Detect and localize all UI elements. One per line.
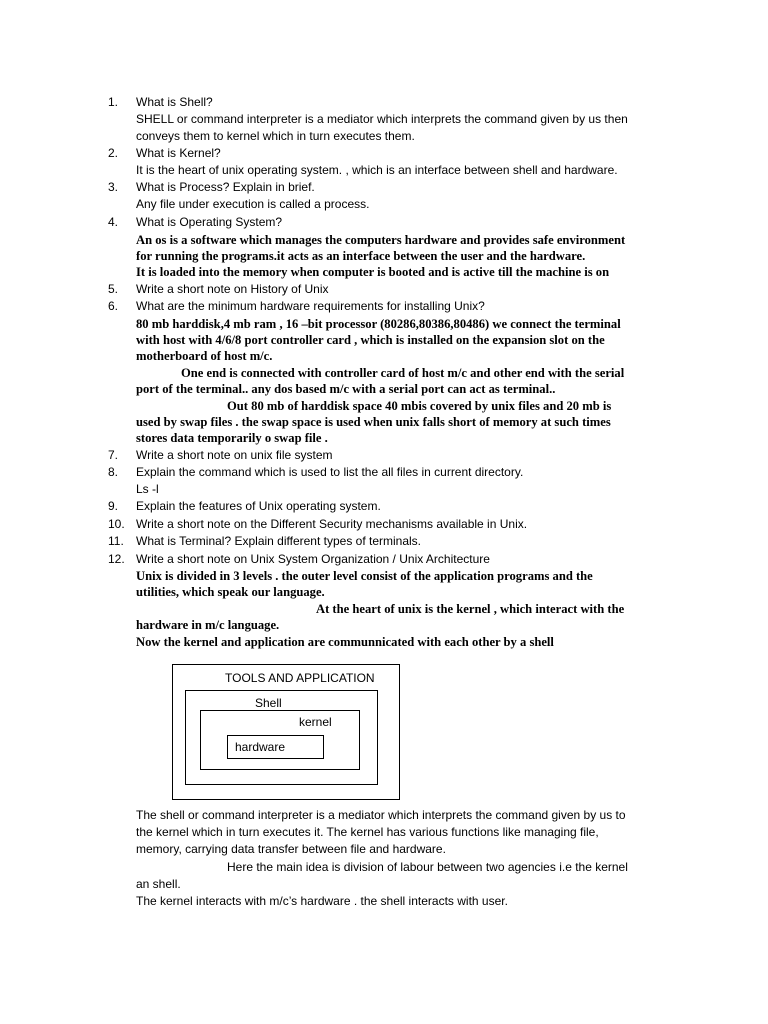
question-text: Explain the features of Unix operating system. [136,499,381,513]
question-number: 6. [108,299,119,313]
question-text: What are the minimum hardware requirements for installing Unix? [136,299,485,313]
closing-line: The kernel interacts with m/c’s hardware . the shell interacts with user. [136,894,508,908]
question-text: What is Shell? [136,95,213,109]
question-text: Write a short note on History of Unix [136,282,329,296]
question-number: 9. [108,499,119,513]
answer-line: conveys them to kernel which in turn executes them. [136,129,415,143]
question-text: What is Process? Explain in brief. [136,180,315,194]
question-number: 10. [108,517,125,531]
answer-line: An os is a software which manages the computers hardware and provides safe environment [136,233,626,247]
closing-line: memory, carrying data transfer between file and hardware. [136,842,446,856]
answer-line: SHELL or command interpreter is a mediator which interprets the command given by us then [136,112,628,126]
answer-line: At the heart of unix is the kernel , which interact with the [316,602,625,616]
question-text: What is Terminal? Explain different types of terminals. [136,534,422,548]
answer-line: One end is connected with controller card of host m/c and other end with the serial [181,366,625,380]
diagram-shell-label: Shell [255,696,282,710]
closing-line: an shell. [136,877,181,891]
answer-line: port of the terminal.. any dos based m/c with a serial port can act as terminal.. [136,382,556,396]
question-text: What is Operating System? [136,215,283,229]
question-number: 8. [108,465,119,479]
answer-line: Unix is divided in 3 levels . the outer level consist of the application programs and the [136,569,593,583]
answer-line: hardware in m/c language. [136,618,280,632]
diagram-hardware-label: hardware [235,740,286,754]
question-text: Write a short note on Unix System Organization / Unix Architecture [136,552,490,566]
diagram-tools-label: TOOLS AND APPLICATION [225,671,375,685]
answer-line: used by swap files . the swap space is used when unix falls short of memory at such times [136,415,611,429]
answer-line: for running the programs.it acts as an interface between the user and the hardware. [136,249,586,263]
question-text: Write a short note on unix file system [136,448,333,462]
closing-line: Here the main idea is division of labour between two agencies i.e the kernel [227,860,628,874]
answer-line: Out 80 mb of harddisk space 40 mbis covered by unix files and 20 mb is [227,399,612,413]
question-number: 4. [108,215,119,229]
question-number: 11. [108,534,124,548]
question-number: 3. [108,180,119,194]
answer-line: It is the heart of unix operating system. , which is an interface between shell and hardware. [136,163,618,177]
diagram-hardware-box [227,735,324,759]
question-number: 12. [108,552,125,566]
answer-line: Ls -l [136,482,159,496]
question-number: 2. [108,146,119,160]
question-text: Explain the command which is used to list the all files in current directory. [136,465,524,479]
answer-line: It is loaded into the memory when computer is booted and is active till the machine is on [136,265,610,279]
question-text: Write a short note on the Different Security mechanisms available in Unix. [136,517,528,531]
answer-line: stores data temporarily o swap file . [136,431,328,445]
answer-line: motherboard of host m/c. [136,349,273,363]
answer-line: with host with 4/6/8 port controller card , which is installed on the expansion slot on the [136,333,605,347]
question-number: 5. [108,282,119,296]
question-number: 7. [108,448,119,462]
answer-line: Any file under execution is called a process. [136,197,370,211]
question-text: What is Kernel? [136,146,221,160]
closing-line: the kernel which in turn executes it. The kernel has various functions like managing file, [136,825,599,839]
diagram-kernel-label: kernel [299,715,332,729]
answer-line: utilities, which speak our language. [136,585,325,599]
answer-line: Now the kernel and application are communnicated with each other by a shell [136,635,554,649]
question-number: 1. [108,95,119,109]
closing-line: The shell or command interpreter is a mediator which interprets the command given by us to [136,808,626,822]
answer-line: 80 mb harddisk,4 mb ram , 16 –bit processor (80286,80386,80486) we connect the terminal [136,317,621,331]
